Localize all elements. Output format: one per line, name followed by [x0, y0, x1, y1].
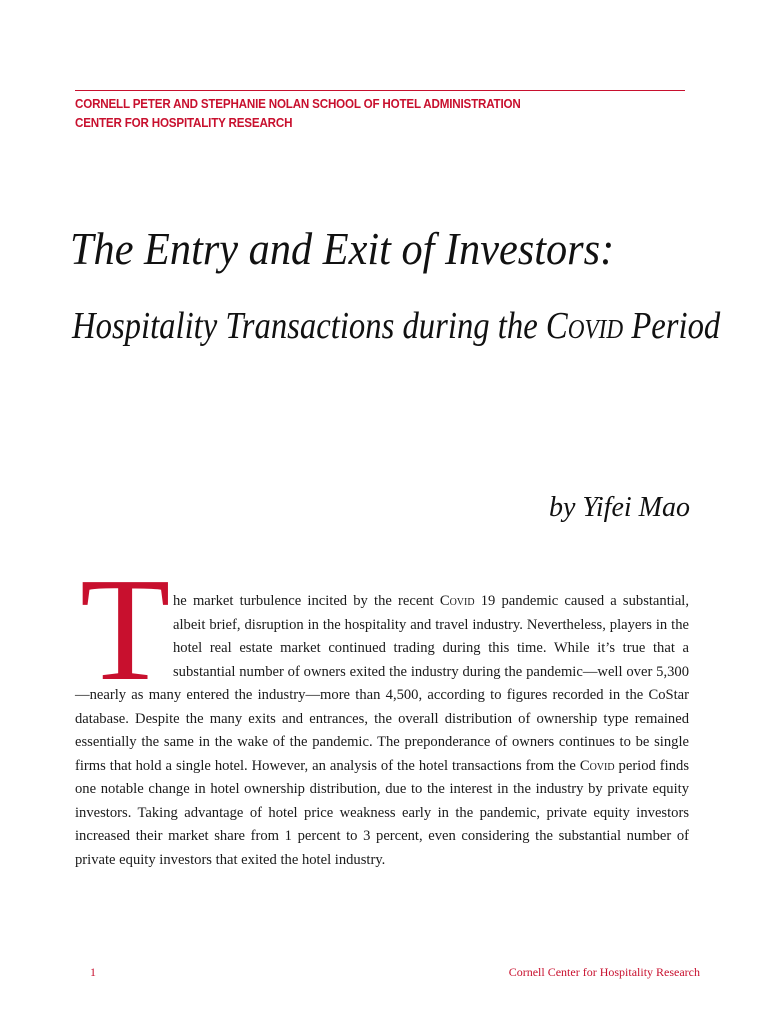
body-covid-2: Covid — [579, 757, 615, 774]
page-number: 1 — [90, 965, 96, 979]
footer-publication: Cornell Center for Hospitality Research — [508, 965, 700, 979]
drop-cap: T — [80, 548, 171, 712]
author-byline: by Yifei Mao — [548, 492, 690, 523]
center-name: CENTER FOR HOSPITALITY RESEARCH — [75, 116, 293, 130]
subtitle-text-start: Hospitality Transactions during the — [72, 305, 546, 347]
title-main: The Entry and Exit of Investors: — [70, 223, 615, 274]
title-subtitle — [72, 304, 720, 348]
body-text-part1: he market turbulence incited by the recent — [173, 593, 440, 609]
header-rule — [75, 90, 685, 91]
institution-name: CORNELL PETER AND STEPHANIE NOLAN SCHOOL OF HOTEL ADMINISTRATION — [75, 97, 521, 111]
body-text-part2: 19 pandemic caused a substantial, albeit brief, disruption in the hospitality and travel industry. Nevertheless, players in the hotel real estate market continued trading during this time. While it’s true that a substantial number of owners exited the industry during the pandemic—well over 5,300—nearly as many entered the industry—more than 4,500, according to figures recorded in the CoStar database. Despite the many exits and entrances, the overall distribution of ownership type remained essentially the same in the wake of the pandemic. The preponderance of owners continues to be single firms that hold a single hotel. However, an analysis of the hotel transactions from the — [75, 593, 689, 774]
body-covid-1: Covid — [439, 593, 475, 609]
subtitle-covid: Covid — [545, 305, 624, 347]
subtitle-text-end: Period — [623, 305, 721, 347]
body-text-part3: period finds one notable change in hotel ownership distribution, due to the interest in the industry by private equity investors. Taking advantage of hotel price weakness early in the pandemic, private equity investors increased their market share from 1 percent to 3 percent, even considering the substantial number of private equity investors that exited the hotel industry. — [75, 757, 689, 868]
body-paragraph — [75, 590, 689, 872]
